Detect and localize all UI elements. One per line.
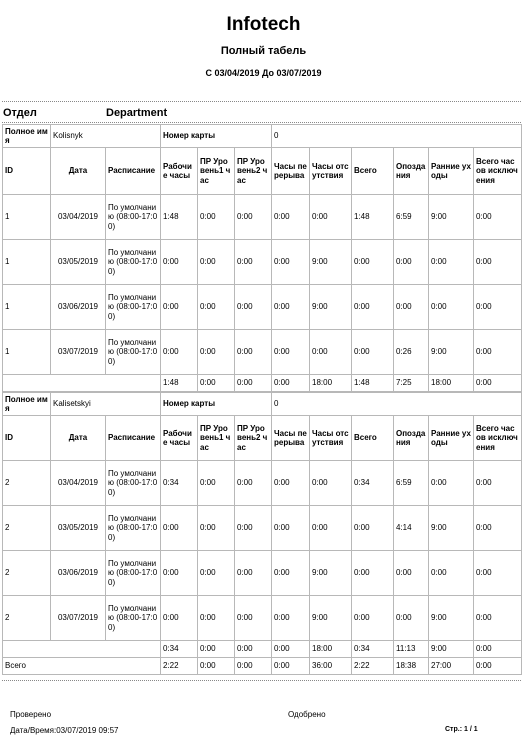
cell-date: 03/04/2019 — [51, 461, 106, 506]
cell-absence-hours: 0:00 — [310, 195, 352, 240]
cell-break-hours: 0:00 — [272, 551, 310, 596]
cell-schedule: По умолчанию (08:00-17:00) — [106, 596, 161, 641]
col-date: Дата — [51, 148, 106, 195]
cell-date: 03/07/2019 — [51, 596, 106, 641]
cell-break-hours: 0:00 — [272, 240, 310, 285]
cell-ot-level1: 0:00 — [198, 506, 235, 551]
col-ot-level1: ПР Уровень1 час — [198, 416, 235, 461]
cell-exception-hours: 0:00 — [474, 240, 522, 285]
subtotal-ot-level1: 0:00 — [198, 641, 235, 658]
grand-total-ot-level2: 0:00 — [235, 658, 272, 675]
table-row — [3, 596, 522, 641]
card-number-value: 0 — [272, 393, 522, 416]
card-number-value: 0 — [272, 125, 522, 148]
cell-schedule: По умолчанию (08:00-17:00) — [106, 240, 161, 285]
subtotal-work-hours: 0:34 — [161, 641, 198, 658]
grand-total-exception-hours: 0:00 — [474, 658, 522, 675]
col-exception-hours: Всего часов исключения — [474, 148, 522, 195]
subtotal-absence-hours: 18:00 — [310, 641, 352, 658]
cell-id: 2 — [3, 596, 51, 641]
cell-work-hours: 0:00 — [161, 285, 198, 330]
cell-id: 2 — [3, 461, 51, 506]
employee-name: Kalisetskyi — [51, 393, 161, 416]
cell-break-hours: 0:00 — [272, 506, 310, 551]
report-period: С 03/04/2019 До 03/07/2019 — [205, 68, 322, 78]
subtotal-early-leave: 18:00 — [429, 375, 474, 392]
col-total: Всего — [352, 416, 394, 461]
checked-by-label: Проверено — [10, 710, 52, 719]
subtotal-exception-hours: 0:00 — [474, 641, 522, 658]
cell-early-leave: 9:00 — [429, 506, 474, 551]
cell-schedule: По умолчанию (08:00-17:00) — [106, 330, 161, 375]
grand-total-absence-hours: 36:00 — [310, 658, 352, 675]
cell-schedule: По умолчанию (08:00-17:00) — [106, 285, 161, 330]
col-id: ID — [3, 148, 51, 195]
full-name-label: Полное имя — [3, 125, 51, 148]
grand-total-early-leave: 27:00 — [429, 658, 474, 675]
cell-ot-level1: 0:00 — [198, 195, 235, 240]
cell-late: 4:14 — [394, 506, 429, 551]
cell-schedule: По умолчанию (08:00-17:00) — [106, 195, 161, 240]
cell-id: 1 — [3, 330, 51, 375]
table-row — [3, 195, 522, 240]
cell-date: 03/06/2019 — [51, 285, 106, 330]
col-date: Дата — [51, 416, 106, 461]
card-number-label: Номер карты — [161, 125, 272, 148]
col-id: ID — [3, 416, 51, 461]
page-number: Стр.: 1 / 1 — [445, 726, 478, 733]
subtotal-total: 0:34 — [352, 641, 394, 658]
department-value: Department — [106, 107, 168, 119]
subtotal-row — [3, 641, 522, 658]
cell-id: 2 — [3, 551, 51, 596]
col-work-hours: Рабочие часы — [161, 148, 198, 195]
cell-absence-hours: 0:00 — [310, 506, 352, 551]
cell-early-leave: 0:00 — [429, 461, 474, 506]
cell-total: 0:00 — [352, 330, 394, 375]
footer-divider — [2, 680, 521, 681]
table-row — [3, 330, 522, 375]
cell-absence-hours: 0:00 — [310, 330, 352, 375]
cell-ot-level1: 0:00 — [198, 240, 235, 285]
col-schedule: Расписание — [106, 416, 161, 461]
cell-late: 6:59 — [394, 461, 429, 506]
cell-exception-hours: 0:00 — [474, 330, 522, 375]
subtotal-absence-hours: 18:00 — [310, 375, 352, 392]
cell-ot-level1: 0:00 — [198, 461, 235, 506]
subtotal-exception-hours: 0:00 — [474, 375, 522, 392]
cell-total: 0:34 — [352, 461, 394, 506]
cell-break-hours: 0:00 — [272, 195, 310, 240]
cell-ot-level2: 0:00 — [235, 285, 272, 330]
print-datetime: Дата/Время:03/07/2019 09:57 — [10, 726, 119, 735]
cell-absence-hours: 0:00 — [310, 461, 352, 506]
grand-total-late: 18:38 — [394, 658, 429, 675]
col-total: Всего — [352, 148, 394, 195]
subtotal-ot-level2: 0:00 — [235, 641, 272, 658]
cell-total: 1:48 — [352, 195, 394, 240]
col-late: Опоздания — [394, 416, 429, 461]
subtotal-break-hours: 0:00 — [272, 641, 310, 658]
cell-exception-hours: 0:00 — [474, 461, 522, 506]
subtotal-work-hours: 1:48 — [161, 375, 198, 392]
col-exception-hours: Всего часов исключения — [474, 416, 522, 461]
cell-work-hours: 0:34 — [161, 461, 198, 506]
col-absence-hours: Часы отсутствия — [310, 148, 352, 195]
cell-early-leave: 9:00 — [429, 596, 474, 641]
full-name-label: Полное имя — [3, 393, 51, 416]
col-work-hours: Рабочие часы — [161, 416, 198, 461]
cell-exception-hours: 0:00 — [474, 195, 522, 240]
approved-by-label: Одобрено — [288, 710, 326, 719]
cell-work-hours: 1:48 — [161, 195, 198, 240]
cell-exception-hours: 0:00 — [474, 506, 522, 551]
cell-late: 6:59 — [394, 195, 429, 240]
cell-early-leave: 0:00 — [429, 551, 474, 596]
cell-total: 0:00 — [352, 596, 394, 641]
grand-total-total: 2:22 — [352, 658, 394, 675]
cell-ot-level2: 0:00 — [235, 551, 272, 596]
cell-ot-level2: 0:00 — [235, 240, 272, 285]
cell-total: 0:00 — [352, 551, 394, 596]
cell-schedule: По умолчанию (08:00-17:00) — [106, 506, 161, 551]
cell-late: 0:00 — [394, 285, 429, 330]
col-late: Опоздания — [394, 148, 429, 195]
cell-total: 0:00 — [352, 240, 394, 285]
cell-absence-hours: 9:00 — [310, 551, 352, 596]
cell-break-hours: 0:00 — [272, 330, 310, 375]
col-break-hours: Часы перерыва — [272, 148, 310, 195]
cell-id: 1 — [3, 195, 51, 240]
cell-work-hours: 0:00 — [161, 596, 198, 641]
table-row — [3, 506, 522, 551]
cell-exception-hours: 0:00 — [474, 551, 522, 596]
subtotal-spacer — [3, 375, 161, 392]
subtotal-ot-level2: 0:00 — [235, 375, 272, 392]
col-absence-hours: Часы отсутствия — [310, 416, 352, 461]
subtotal-total: 1:48 — [352, 375, 394, 392]
cell-ot-level1: 0:00 — [198, 551, 235, 596]
table-row — [3, 461, 522, 506]
cell-date: 03/07/2019 — [51, 330, 106, 375]
employee-table — [2, 392, 522, 675]
cell-id: 2 — [3, 506, 51, 551]
cell-break-hours: 0:00 — [272, 461, 310, 506]
card-number-label: Номер карты — [161, 393, 272, 416]
col-schedule: Расписание — [106, 148, 161, 195]
cell-id: 1 — [3, 285, 51, 330]
col-break-hours: Часы перерыва — [272, 416, 310, 461]
grand-total-ot-level1: 0:00 — [198, 658, 235, 675]
cell-ot-level1: 0:00 — [198, 285, 235, 330]
cell-early-leave: 9:00 — [429, 330, 474, 375]
table-row — [3, 285, 522, 330]
cell-schedule: По умолчанию (08:00-17:00) — [106, 461, 161, 506]
table-row — [3, 551, 522, 596]
col-early-leave: Ранние уходы — [429, 416, 474, 461]
cell-late: 0:00 — [394, 240, 429, 285]
subtotal-break-hours: 0:00 — [272, 375, 310, 392]
subtotal-early-leave: 9:00 — [429, 641, 474, 658]
cell-work-hours: 0:00 — [161, 330, 198, 375]
table-row — [3, 240, 522, 285]
cell-early-leave: 9:00 — [429, 195, 474, 240]
cell-work-hours: 0:00 — [161, 240, 198, 285]
cell-total: 0:00 — [352, 285, 394, 330]
cell-id: 1 — [3, 240, 51, 285]
cell-exception-hours: 0:00 — [474, 285, 522, 330]
col-ot-level2: ПР Уровень2 час — [235, 148, 272, 195]
cell-date: 03/05/2019 — [51, 240, 106, 285]
cell-late: 0:00 — [394, 596, 429, 641]
cell-late: 0:26 — [394, 330, 429, 375]
cell-total: 0:00 — [352, 506, 394, 551]
cell-exception-hours: 0:00 — [474, 596, 522, 641]
employee-table — [2, 124, 522, 392]
cell-date: 03/06/2019 — [51, 551, 106, 596]
col-ot-level2: ПР Уровень2 час — [235, 416, 272, 461]
cell-date: 03/04/2019 — [51, 195, 106, 240]
cell-break-hours: 0:00 — [272, 285, 310, 330]
cell-ot-level1: 0:00 — [198, 596, 235, 641]
grand-total-break-hours: 0:00 — [272, 658, 310, 675]
grand-total-label: Всего — [3, 658, 161, 675]
col-ot-level1: ПР Уровень1 час — [198, 148, 235, 195]
subtotal-ot-level1: 0:00 — [198, 375, 235, 392]
department-divider — [2, 122, 521, 123]
subtotal-row — [3, 375, 522, 392]
cell-ot-level2: 0:00 — [235, 596, 272, 641]
cell-work-hours: 0:00 — [161, 506, 198, 551]
report-title: Полный табель — [220, 45, 307, 57]
cell-early-leave: 0:00 — [429, 240, 474, 285]
cell-early-leave: 0:00 — [429, 285, 474, 330]
subtotal-spacer — [3, 641, 161, 658]
cell-absence-hours: 9:00 — [310, 285, 352, 330]
cell-ot-level2: 0:00 — [235, 506, 272, 551]
subtotal-late: 7:25 — [394, 375, 429, 392]
cell-break-hours: 0:00 — [272, 596, 310, 641]
cell-ot-level2: 0:00 — [235, 195, 272, 240]
grand-total-row — [3, 658, 522, 675]
subtotal-late: 11:13 — [394, 641, 429, 658]
cell-ot-level2: 0:00 — [235, 461, 272, 506]
grand-total-work-hours: 2:22 — [161, 658, 198, 675]
col-early-leave: Ранние уходы — [429, 148, 474, 195]
employee-name: Kolisnyk — [51, 125, 161, 148]
top-divider — [2, 101, 521, 102]
cell-late: 0:00 — [394, 551, 429, 596]
cell-schedule: По умолчанию (08:00-17:00) — [106, 551, 161, 596]
company-title: Infotech — [226, 14, 301, 35]
department-label: Отдел — [3, 107, 37, 119]
cell-date: 03/05/2019 — [51, 506, 106, 551]
cell-ot-level1: 0:00 — [198, 330, 235, 375]
cell-work-hours: 0:00 — [161, 551, 198, 596]
cell-absence-hours: 9:00 — [310, 240, 352, 285]
cell-absence-hours: 9:00 — [310, 596, 352, 641]
cell-ot-level2: 0:00 — [235, 330, 272, 375]
